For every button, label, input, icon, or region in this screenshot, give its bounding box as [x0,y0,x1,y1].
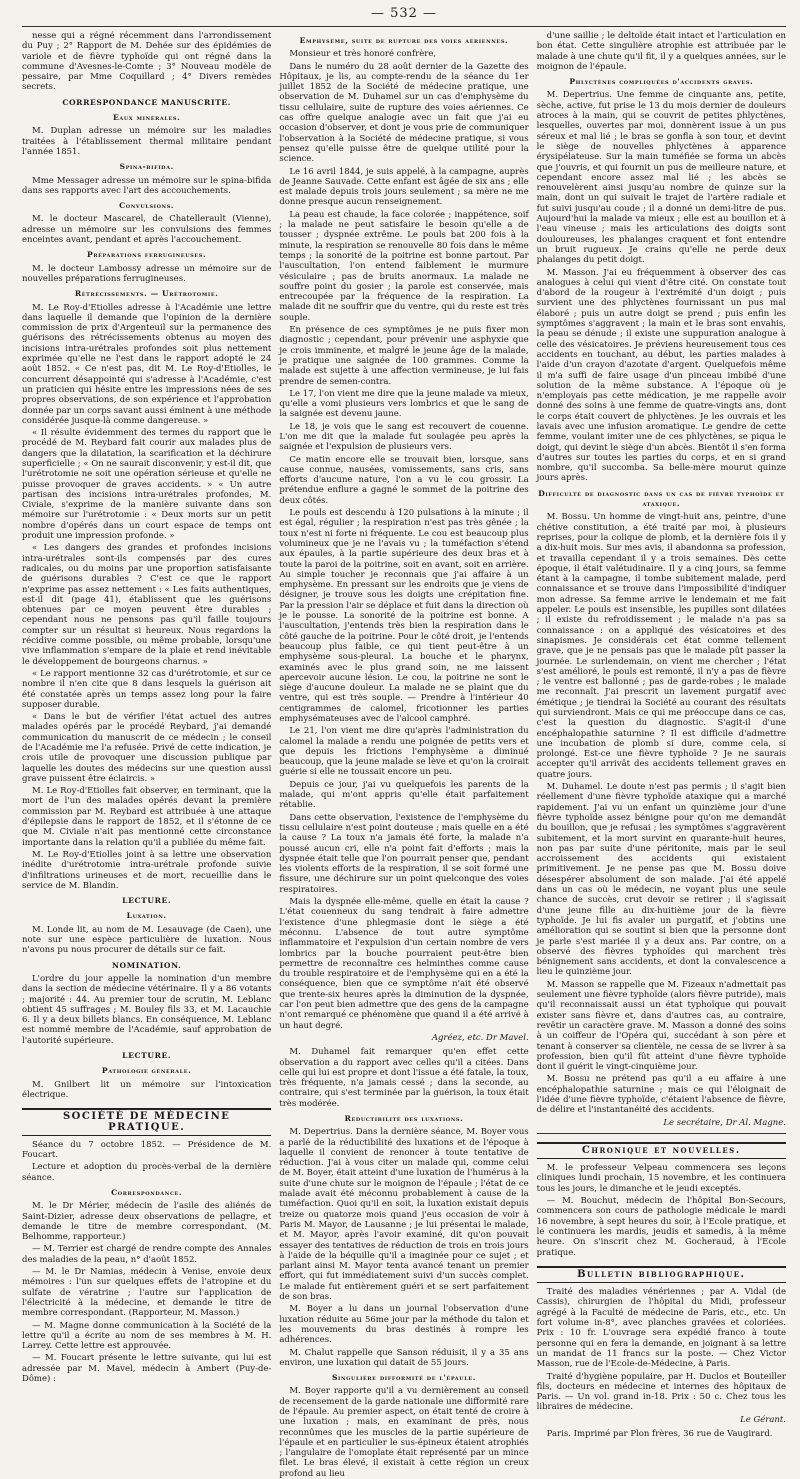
section-heading: Rétrécissements. — Urétrotomie. [74,289,219,299]
paragraph: Monsieur et très honoré confrère, [289,49,437,60]
paragraph: M. Depertrius. Une femme de cinquante ans, petite, sèche, active, fut prise le 13 du mois dernier de douleurs atroces à la main, qui se couvrit de petites phlyctènes, lesquelles, ouvertes par moi, donnèrent issue à un pus séreux et mal lié ; le bras se gonfla à son tour, et devint le siège de nouvelles phlyctènes à apparence érysipélateuse. Sur la main tuméfiée se forma un abcès que j'ouvris, et qui fournit un pus de meilleure nature, et cependant encore assez mal lié ; les abcès se renouvelèrent ainsi jusqu'au nombre de quinze sur la main, dont un qui suivait le trajet de l'artère radiale et fut suivi jusqu'au coude ; il a donné un demi-litre de pus. Aujourd'hui la malade va mieux ; elle est au bouillon et à l'eau vineuse ; mais les articulations des doigts sont douloureuses, les phalanges craquent et font entendre un bruit rugueux. Je crains qu'elle ne perde deux phalanges du petit doigt. [536,90,786,266]
paragraph: Le 18, je vois que le sang est recouvert de couenne. L'on me dit que la malade fut soulagée peu après la saignée et l'expulsion de plusieurs vers. [279,421,529,453]
section-heading: Correspondance. [111,1187,183,1197]
paragraph: Depuis ce jour, j'ai vu quelquefois les parents de la malade, qui m'ont appris qu'elle était parfaitement rétablie. [279,779,529,811]
columns [22,31,786,1479]
paragraph: Dans le numéro du 28 août dernier de la Gazette des Hôpitaux, je lis, au compte-rendu de la séance du 1er juillet 1852 de la Société de médecine pratique, une observation de M. Duhamel sur un cas d'emphysème du tissu cellulaire, suite de rupture des voies aériennes. Ce cas offre quelque analogie avec un fait que j'ai eu occasion d'observer, et dont je vous prie de communiquer l'observation à la Société de médecine pratique, si vous pensez qu'elle puisse être de quelque utilité pour la science. [279,61,529,165]
paragraph: Le pouls est descendu à 120 pulsations à la minute ; il est égal, régulier ; la respiration n'est pas très gênée ; la toux n'est ni forte ni fréquente. Le cou est beaucoup plus volumineux que je ne l'avais vu ; la tuméfaction s'étend aux épaules, à la partie supérieure des deux bras et à toute la paroi de la poitrine, soit en avant, soit en arrière. Au simple toucher je reconnais que j'ai affaire à un emphysème. En pressant sur les endroits que je viens de désigner, je trouve sous les doigts une crépitation fine. Par la pression l'air se déplace et fuit dans la direction où je le pousse. La sonorité de la poitrine est bonne. A l'auscultation, j'entends très bien la respiration dans le côté gauche de la poitrine. Pour le côté droit, je l'entends beaucoup plus faible, ce qui tient peut-être à un emphysème sous-pleural. La bouche et le pharynx, examinés avec le plus grand soin, ne me laissent apercevoir aucune lésion. Le cou, la poitrine ne sont le siège d'aucune douleur. La malade ne se plaint que du ventre, qui est très souple. — Prendre à l'intérieur 40 centigrammes de calomel, fricotionner les parties emphysémateuses avec de l'alcool camphré. [279,508,529,724]
rubric-heading: SOCIÉTÉ DE MÉDECINE PRATIQUE. [22,1108,271,1136]
paragraph: M. Duhamel fait remarquer qu'en effet cette observation a du rapport avec celles qu'il a citées. Dans celle qui lui est propre et dont l'issue a été fatale, la toux, très fréquente, n'a jamais cessé ; dans la seconde, au contraire, qui s'est terminée par la guérison, la toux était très modérée. [279,1047,529,1109]
paragraph: nesse qui a régné récemment dans l'arrondissement du Puy ; 2° Rapport de M. Dehée sur des épidémies de variole et de fièvre typhoïde qui ont régné dans la commune d'Avesnes-le-Comte ; 3° Nouveau modèle de pessaire, par Mme Coquillard ; 4° Divers remèdes secrets. [22,31,272,93]
section-heading: LECTURE. [122,1051,172,1061]
page-number: — 532 — [370,5,438,21]
paragraph: « Dans le but de vérifier l'état actuel des autres malades opérés par le procédé Reybard, j'ai demandé communication du manuscrit de ce médecin ; le conseil de l'Académie me l'a refusée. Privé de cette indication, je crois utile de provoquer une discussion publique par laquelle les doutes des médecins sur une question aussi grave puissent être éclaircis. » [22,712,272,784]
section-heading: Eaux minérales. [112,113,181,123]
paragraph: M. Le Roy-d'Etiolles fait observer, en terminant, que la mort de l'un des malades opérés devant la première commission par M. Reybard est attribuée à une attaque d'épilepsie dans le rapport de 1852, et il s'étonne de ce que M. Civiale n'ait pas mentionné cette circonstance importante dans la relation qu'il a publiée du même fait. [22,786,272,848]
paragraph: Lecture et adoption du procès-verbal de la dernière séance. [22,1162,272,1183]
paragraph: Ce matin encore elle se trouvait bien, lorsque, sans cause connue, nausées, vomissements, sans cris, sans efforts d'aucune nature, l'on a vu le cou grossir. La prétendue enflure a gagné le sommet de la poitrine des deux côtés. [279,454,529,506]
section-heading: Réductibilité des luxations. [344,1113,464,1123]
section-heading: LECTURE. [122,896,172,906]
section-heading: Préparations ferrugineuses. [87,250,207,260]
paragraph: Mais la dyspnée elle-même, quelle en était la cause ? L'état couenneux du sang tendrait à faire admettre l'existence d'une phlegmasie dont le siège a été méconnu. L'absence de tout autre symptôme inflammatoire et l'expulsion d'un certain nombre de vers lombrics par la bouche pourraient peut-être bien permettre de reconnaître ces helminthes comme cause du trouble respiratoire et de l'emphysème qui en a été la conséquence, bien que ce symptôme n'ait été observé que trente-six heures après la diminution de la dyspnée, car l'on peut bien admettre que des gens de la campagne n'ont remarqué ce phénomène que quand il a été arrivé à un haut degré. [279,897,529,1031]
paragraph: M. Bossu. Un homme de vingt-huit ans, peintre, d'une chétive constitution, a été traité par moi, à plusieurs reprises, pour la colique de plomb, et la dernière fois il y a dix-huit mois. Sur mes avis, il abandonna sa profession, et travailla cependant il y a trois semaines. Dès cette époque, il était valétudinaire. Il y a cinq jours, sa femme étant à la campagne, il tombe subitement malade, perd connaissance et se trouve dans l'impossibilité d'indiquer mon adresse. Sa femme arrive le lendemain et me fait appeler. Le pouls est insensible, les pupilles sont dilatées ; il existe du refroidissement ; le malade n'a pas sa connaissance : on a appliqué des vésicatoires et des sinapismes. Je considérais cet état comme tellement grave, que je ne pensais pas que le malade pût passer la journée. Le surlendemain, on vient me chercher ; l'état s'est amélioré, le pouls est remonté, il n'y a pas de fièvre ; le ventre est ballonné ; pas de garde-robes ; le malade me reconnaît. J'ai prescrit un lavement purgatif avec émétique ; je tiendrai la Société au courant des résultats qui surviendront. Mais ce qui me préoccupe dans ce cas, c'est la question du diagnostic. S'agit-il d'une encéphalopathie saturnine ? Il est difficile d'admettre une incubation de plomb si dure, comme cela, si prolongé. Est-ce une fièvre typhoïde ? Je ne saurais accepter qu'il arrivât des accidents tellement graves en quatre jours. [536,512,786,780]
paragraph: « Les dangers des grandes et profondes incisions intra-urétrales sont-ils compensés par des cures radicales, ou du moins par une proportion satisfaisante de guérisons durables ? C'est ce que le rapport n'exprime pas assez nettement : « Les faits authentiques, est-il dit (page 41), établissent que les guérisons obtenues par ce moyen peuvent être durables ; cependant nous ne pensons pas qu'il faille toujours compter sur un résultat si heureux. Nous regardons la récidive comme possible, ou même probable, lorsqu'une vive inflammation s'empare de la plaie et rend inévitable le développement de bourgeons charnus. » [22,543,272,667]
section-heading: Emphysème, suite de rupture des voies aériennes. [299,36,509,45]
paragraph: Le 21, l'on vient me dire qu'après l'administration du calomel la malade a rendu une poignée de petits vers et que depuis les frictions l'emphysème a diminué beaucoup, que la jeune malade se lève et qu'on la croirait guérie si elle ne toussait encore un peu. [279,726,529,778]
paragraph: Dans cette observation, l'existence de l'emphysème du tissu cellulaire n'est point douteuse ; mais quelle en a été la cause ? La toux n'a jamais été forte, la malade n'a poussé aucun cri, elle n'a point fait d'efforts ; mais la dyspnée était telle que l'on pourrait penser que, pendant les violents efforts de la respiration, il se soit formé une fissure, une déchirure sur un point quelconque des voies respiratoires. [279,812,529,895]
section-heading: Pathologie générale. [101,1066,192,1076]
paragraph: M. Duhamel. Le doute n'est pas permis ; il s'agit bien réellement d'une fièvre typhoïde ataxique qui a marché rapidement. J'ai vu un enfant un quinzième jour d'une fièvre typhoïde assez bénigne pour qu'on me demandât du bouillon, que je refusai ; les symptômes s'aggravèrent subitement, et la mort survint en quarante-huit heures, non pas par suite d'une péritonite, mais par le seul accroissement des accidents qui existaient primitivement. Je ne pense pas que M. Bossu doive désespérer absolument de son malade. J'ai été appelé dans un cas où le médecin, ne voyant plus une seule chance de succès, crut devoir se retirer ; il s'agissait d'une jeune fille au dix-huitième jour de la fièvre typhoïde. Je lui fis avaler un purgatif, et j'obtins une amélioration qui se soutint si bien que la personne dont je parle s'est mariée il y a deux ans. Par contre, on a observé des fièvres typhoïdes qui marchent très bénignement sans accidents, et dont la convalescence a lieu le quinzième jour. [536,782,786,978]
paragraph: En présence de ces symptômes je ne puis fixer mon diagnostic ; cependant, pour prévenir une asphyxie que je crois imminente, et malgré le jeune âge de la malade, je pratique une saignée de 100 grammes. Comme la malade est sujette à une affection vermineuse, je lui fais prendre de semen-contra. [279,325,529,387]
paragraph: M. Masson. J'ai eu fréquemment à observer des cas analogues à celui qui vient d'être cité. On constate tout d'abord de la rougeur à l'extrémité d'un doigt ; puis survient une des phlyctènes fournissant un pus mal élaboré ; puis un autre doigt se prend ; puis enfin les symptômes s'aggravent ; la main et le bras sont envahis, la peau se dénude ; il existe une suppuration analogue à celle des vésicatoires. Je préviens heureusement tous ces accidents en touchant, au début, les parties malades à l'aide d'un crayon d'azotate d'argent. Quelquefois même il m'a suffi de faire usage d'un pinceau imbibé d'une solution de la même substance. A l'époque où je n'employais pas cette médication, je me rappelle avoir donné des soins à une femme de quatre-vingts ans, dont le corps était couvert de phlyctènes. Je les ouvrais et les lavais avec une infusion aromatique. Le gendre de cette femme, voulant imiter une de ces phlyctènes, se piqua le doigt, qui devint le siège d'un abcès. Bientôt il s'en forma d'autres sur toutes les parties du corps, et en si grand nombre, qu'il succomba. Sa belle-mère mourut quinze jours après. [536,267,786,484]
column-2 [279,31,529,1479]
paragraph: M. Duplan adresse un mémoire sur les maladies traitées à l'établissement thermal militaire pendant l'année 1851. [22,126,272,157]
paragraph: M. Depertrius. Dans la dernière séance, M. Boyer vous a parlé de la réductibilité des luxations et de l'époque à laquelle il convient de renoncer à toute tentative de réduction. J'ai à vous citer un malade qui, comme celui de M. Boyer, était atteint d'une luxation de l'humérus à la suite d'une chute sur le moignon de l'épaule ; l'état de ce malade avait été méconnu probablement à cause de la tuméfaction. Quoi qu'il en soit, la luxation existait depuis treize ou quatorze mois quand j'eus occasion de voir à Paris M. Mayor, de Lausanne ; je lui présentai le malade, et M. Mayor, après l'avoir examiné, dit qu'on pouvait essayer des tentatives de réduction de trois en trois jours à l'aide de la béquille qu'il a imaginée pour ce sujet ; et parlant ainsi M. Mayor tenta avancé tenant un premier effort, qui fut immédiatement suivi d'un succès complet. Le malade fut entièrement guéri et se sert parfaitement de son bras. [279,1127,529,1303]
signature: Le secrétaire, Dr Al. Magne. [663,1117,786,1128]
paragraph: — M. le Dr Namias, médecin à Venise, envoie deux mémoires : l'un sur quelques effets de l'atropine et du sulfate de vératrine ; l'autre sur l'application de l'électricité à la médecine, et demande le titre de membre correspondant. (Rapporteur, M. Masson.) [22,1267,272,1319]
paragraph: — M. Magne donne communication à la Société de la lettre qu'il a écrite au nom de ses membres à M. H. Larrey. Cette lettre est approuvée. [22,1320,272,1352]
paragraph: M. le docteur Mascarel, de Chatellerault (Vienne), adresse un mémoire sur les convulsions des femmes enceintes avant, pendant et après l'accouchement. [22,214,272,246]
column-3 [536,31,786,1439]
paragraph: M. Boyer rapporte qu'il a vu dernièrement au conseil de recensement de la garde nationale une difformité rare de l'épaule. Au premier aspect, on était tenté de croire à une luxation ; mais, en examinant de près, nous reconnûmes que les muscles de la partie supérieure de l'épaule et en particulier le sus-épineux étaient atrophiés ; l'angulaire de l'omoplate était représenté par un mince filet. Le bras élevé, il existait à cette région un creux profond au lieu [279,1386,529,1479]
section-heading: Luxation. [126,911,167,921]
paragraph: Mme Messager adresse un mémoire sur le spina-bifida dans ses rapports avec l'art des accouchements. [22,175,272,196]
paragraph: « Le rapport mentionne 32 cas d'urétrotomie, et sur ce nombre il n'en cite que 8 dans lesquels la guérison ait été constatée après un temps assez long pour la faire supposer durable. [22,668,272,710]
paragraph: M. Le Roy-d'Etiolles joint à sa lettre une observation inédite d'urétrotomie intra-urétrale profonde suivie d'infiltrations urineuses et de mort, recueillie dans le service de M. Blandin. [22,849,272,891]
paragraph: M. Gnilbert lit un mémoire sur l'intoxication électrique. [22,1079,272,1100]
paragraph: d'une saillie ; le deltoïde était intact et l'articulation en bon état. Cette singulière atrophie est attribuée par le malade à une chute qu'il fit, il y a quelques années, sur le moignon de l'épaule. [536,31,786,72]
paragraph: M. Boyer a lu dans un journal l'observation d'une luxation réduite au 56me jour par la méthode du talon et les mouvements du bras destinés à rompre les adhérences. [279,1304,529,1346]
signature: Agréez, etc. Dr Mavel. [431,1032,529,1043]
rubric-heading: Bulletin bibliographique. [537,1266,786,1283]
rubric-heading: Chronique et nouvelles. [537,1142,786,1159]
paragraph: — M. Terrier est chargé de rendre compte des Annales des maladies de la peau, n° d'août 1852. [22,1244,272,1265]
paragraph: M. le docteur Lambossy adresse un mémoire sur de nouvelles préparations ferrugineuses. [22,263,272,284]
paragraph: M. Le Roy-d'Etiolles adresse à l'Académie une lettre dans laquelle il demande que l'opinion de la dernière commission de prix d'Argenteuil sur la permanence des guérisons des rétrécissements obtenus au moyen des incisions intra-urétrales profondes soit plus nettement exprimée qu'elle ne l'est dans le rapport adopté le 24 août 1852. « Ce n'est pas, dit M. Le Roy-d'Etiolles, le concurrent désappointé qui s'adresse à l'Académie, c'est un praticien qui hésite entre les impressions nées de ses propres observations, de son expérience et l'approbation donnée par un corps savant aussi éminent à une méthode considérée jusque-là comme dangereuse. » [22,302,272,426]
paragraph: Traité d'hygiène populaire, par H. Duclos et Bouteiller fils, docteurs en médecine et internes des hôpitaux de Paris. — Un vol. grand in-18. Prix : 50 c. Chez tous les libraires de médecine. [536,1371,786,1413]
paragraph: « Il résulte évidemment des termes du rapport que le procédé de M. Reybard fait courir aux malades plus de dangers que la dilatation, la scarification et la déchirure superficielle ; « On ne saurait disconvenir, y est-il dit, que l'urétrotomie ne soit une opération sérieuse et qu'elle ne puisse provoquer de graves accidents. » « Un autre partisan des incisions intra-urétrales profondes, M. Civiale, s'exprime de la manière suivante dans son mémoire sur l'urétrotomie : « Deux morts sur un petit nombre d'opérés dans un court espace de temps ont produit une impression profonde. » [22,428,272,542]
section-heading: Singulière difformité de l'épaule. [331,1373,477,1383]
paragraph: M. Chalut rappelle que Sanson réduisit, il y a 35 ans environ, une luxation qui datait de 55 jours. [279,1347,529,1368]
section-heading: Spina-bifida. [119,162,174,172]
paragraph: M. le professeur Velpeau commencera ses leçons cliniques lundi prochain, 15 novembre, et les continuera tous les jours, le dimanche et le jeudi exceptés. [536,1163,786,1194]
column-1 [22,31,272,1385]
section-heading: NOMINATION. [111,960,182,970]
signature: Le Gérant. [740,1414,786,1425]
page-header [22,0,786,27]
paragraph: — M. Foucart présente le lettre suivante, qui lui est adressée par M. Mavel, médecin à Ambert (Puy-de-Dôme) : [22,1353,272,1385]
paragraph: M. le Dr Mérier, médecin de l'asile des aliénés de Saint-Dizier, adresse deux observations de pellagre, et demande le titre de membre correspondant. (M. Belhomme, rapporteur.) [22,1201,272,1243]
paragraph: Séance du 7 octobre 1852. — Présidence de M. Foucart. [22,1139,272,1161]
divider [537,1133,786,1134]
paragraph: La peau est chaude, la face colorée ; inappétence, soif ; la malade ne peut satisfaire le besoin qu'elle a de tousser ; dyspnée extrême. Le pouls bat 200 fois à la minute, la respiration se renouvelle 80 fois dans le même temps ; la sonorité de la poitrine est bonne partout. Par l'auscultation, l'on entend faiblement le murmure vésiculaire ; pas de bruits anormaux. La malade ne souffre point du gosier ; la parole est conservée, mais entrecoupée par la fréquence de la respiration. La malade dit ne souffrir que du ventre, qui du reste est très souple. [279,209,529,323]
paragraph: M. Londe lit, au nom de M. Lesauvage (de Caen), une note sur une espèce particulière de luxation. Nous n'avons pu nous procurer de détails sur ce fait. [22,924,272,956]
paragraph: Traité des maladies vénériennes ; par A. Vidal (de Cassis), chirurgien de l'hôpital du Midi, professeur agrégé à la Faculté de médecine de Paris, etc., etc. Un fort volume in-8°, avec planches gravées et coloriées. Prix : 10 fr. L'ouvrage sera expédié franco à toute personne qui en fera la demande, en joignant à sa lettre un mandat de 11 francs sur la poste. — Chez Victor Masson, rue de l'Ecole-de-Médecine, à Paris. [536,1287,786,1370]
paragraph: M. Masson se rappelle que M. Fizeaux n'admettait pas seulement une fièvre typhoïde (alors fièvre putride), mais qu'il reconnaissait aussi un état typhoïque qui pouvait exister sans fièvre et, dans d'autres cas, au contraire, revêtir un caractère grave. M. Masson a donné des soins à un coiffeur de l'Opéra qui, succédant à son père et tenant à conserver sa clientèle, ne cessa de se livrer à sa profession, bien qu'il fût atteint d'une fièvre typhoïde dont il guérit le vingt-cinquième jour. [536,979,786,1073]
section-heading: Phlyctènes compliquées d'accidents graves. [569,77,754,87]
section-heading: Difficulté de diagnostic dans un cas de fièvre typhoïde et ataxique. [538,488,785,509]
paragraph: Paris. Imprimé par Plon frères, 36 rue de Vaugirard. [546,1429,773,1439]
paragraph: — M. Bouchut, médecin de l'hôpital Bon-Secours, commencera son cours de pathologie médicale le mardi 16 novembre, à sept heures du soir, à l'Ecole pratique, et le continuera les mardis, jeudis et samedis, à la même heure. On s'inscrit chez M. Gocheraud, à l'Ecole pratique. [536,1196,786,1258]
section-heading: CORRESPONDANCE MANUSCRITE. [62,97,231,107]
paragraph: M. Bossu ne prétend pas qu'il a eu affaire à une encéphalopathie saturnine ; mais ce qui l'éloignait de l'idée d'une fièvre typhoïde, c'étaient l'absence de fièvre, de délire et l'instantanéité des accidents. [536,1074,786,1116]
paragraph: Le 17, l'on vient me dire que la jeune malade va mieux, qu'elle a vomi plusieurs vers lombrics et que le sang de la saignée est devenu jaune. [279,388,529,420]
paragraph: Le 16 avril 1844, je suis appelé, à la campagne, auprès de Jeanne Sauvade. Cette enfant est âgée de six ans ; elle est malade depuis trois jours seulement ; sa mère ne me donne presque aucun renseignement. [279,166,529,208]
section-heading: Convulsions. [119,201,175,211]
paragraph: L'ordre du jour appelle la nomination d'un membre dans la section de médecine vétérinaire. Il y a 86 votants ; majorité : 44. Au premier tour de scrutin, M. Leblanc obtient 45 suffrages ; M. Bouley fils 33, et M. Lacauchie 6. Il y a deux billets blancs. En conséquence, M. Leblanc est nommé membre de l'Académie, sauf approbation de l'autorité supérieure. [22,973,272,1046]
